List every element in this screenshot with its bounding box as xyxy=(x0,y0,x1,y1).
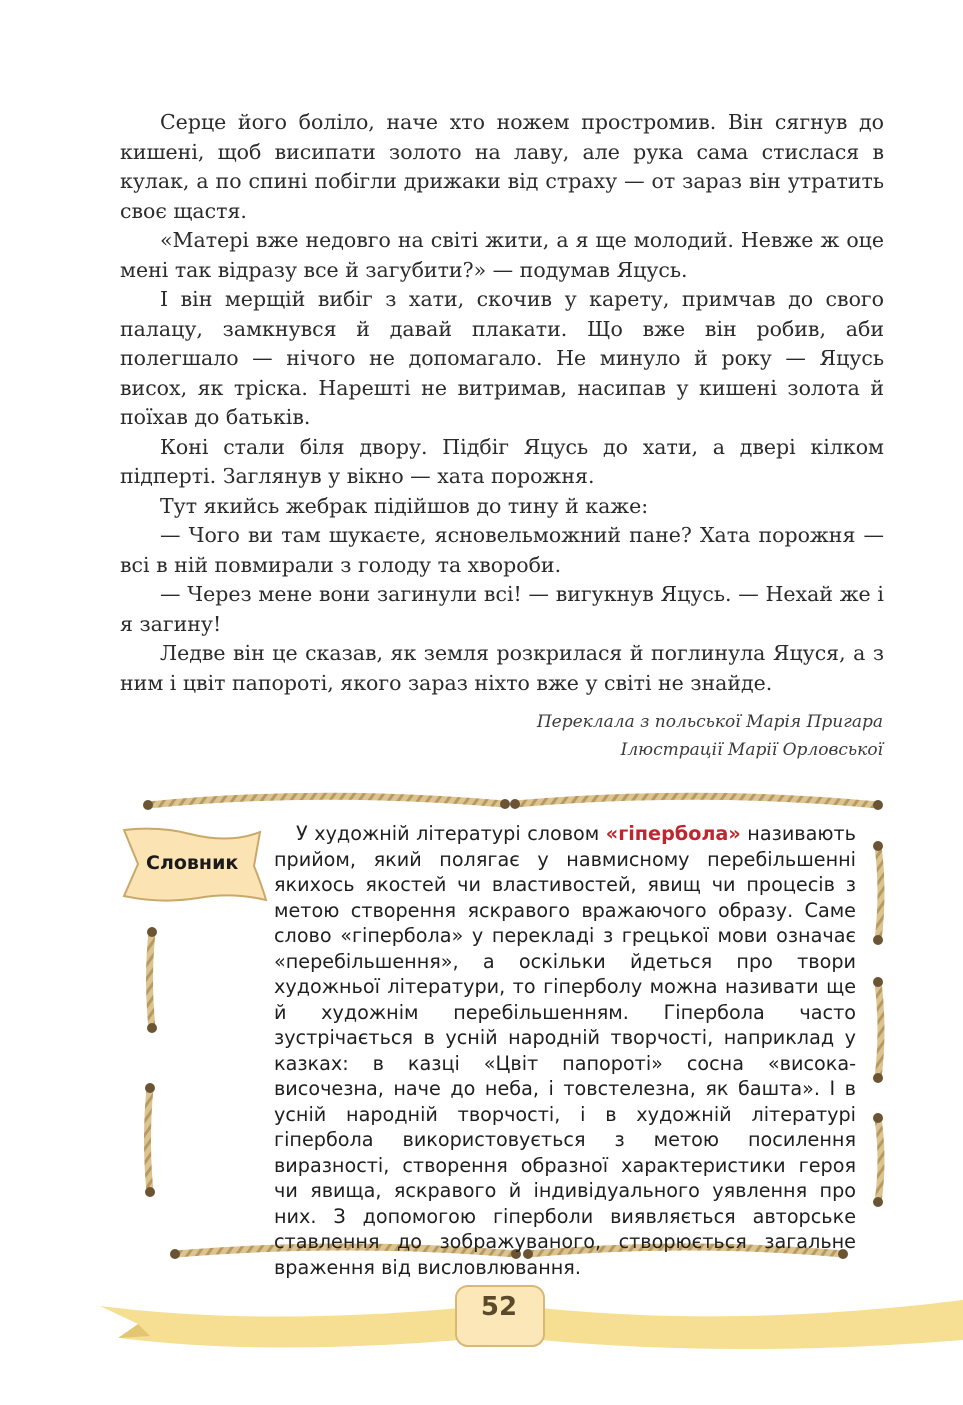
rope-top-left xyxy=(148,796,505,805)
glossary-first-line xyxy=(274,821,856,1280)
glossary-term: «гіпербола» xyxy=(605,822,741,845)
rope-right-2 xyxy=(878,982,881,1078)
rope-top-right xyxy=(515,796,878,805)
translator-credit: Переклала з польської Марія Пригара xyxy=(536,712,883,732)
page-number: 52 xyxy=(480,1292,518,1322)
story-paragraph: — Через мене вони загинули всі! — вигукнув Яцусь. — Нехай же і я загину! xyxy=(120,582,884,636)
rope-right-1 xyxy=(878,846,881,940)
glossary-intro: У художній літературі словом xyxy=(296,822,606,845)
story-paragraph: Ледве він це сказав, як земля розкрилася й поглинула Яцуся, а з ним і цвіт папороті, якого зараз ніхто вже у світі не знайде. xyxy=(120,641,884,695)
story-paragraph: Серце його боліло, наче хто ножем простромив. Він сягнув до кишені, щоб висипати золото на лаву, але рука сама стислася в кулак, а по спині побігли дрижаки від страху — от зараз він утратить своє щастя. xyxy=(120,110,884,223)
glossary-text xyxy=(176,821,856,1280)
story-paragraph: — Чого ви там шукаєте, ясновельможний пане? Хата порожня — всі в ній повмирали з голоду та хвороби. xyxy=(120,523,884,577)
rope-left-1 xyxy=(150,932,153,1028)
rope-left-2 xyxy=(148,1088,151,1192)
glossary-definition: називають прийом, який полягає у навмисному перебільшенні якихось якостей чи властивостей, явищ чи процесів з метою створення яскравого вражаючого образу. Саме слово «гіпербола» у перекладі з грецької мови означає «перебільшення», а оскільки йдеться про твори художньої літератури, то гіперболу можна називати ще й художнім перебільшенням. Гіпербола часто зустрічається в усній народній творчості, наприклад у казках: в казці «Цвіт папороті» сосна «висока-височезна, наче до неба, і товстелезна, як башта». І в усній народній творчості, і в художній літературі гіпербола використовується з метою посилення виразності, створення образної характеристики героя чи явища, яскравого й індивідуального уявлення про них. З допомогою гіперболи виявляється авторське ставлення до зображуваного, створюється загальне враження від висловлювання. xyxy=(274,822,856,1279)
story-paragraph: І він мерщій вибіг з хати, скочив у карету, примчав до свого палацу, замкнувся й давай плакати. Що вже він робив, аби полегшало — нічого не допомагало. Не минуло й року — Яцусь висох, як тріска. Нарешті не витримав, насипав у кишені золота й поїхав до батьків. xyxy=(120,287,884,429)
glossary-label: Словник xyxy=(146,852,239,874)
story-paragraph: Коні стали біля двору. Підбіг Яцусь до хати, а двері кілком підперті. Заглянув у вікно — хата порожня. xyxy=(120,434,884,488)
rope-right-3 xyxy=(878,1118,881,1202)
story-paragraph: Тут якийсь жебрак підійшов до тину й каже: xyxy=(160,493,649,518)
illustrator-credit: Ілюстрації Марії Орловської xyxy=(620,740,883,760)
story-paragraph: «Матері вже недовго на світі жити, а я ще молодий. Невже ж оце мені так відразу все й загубити?» — подумав Яцусь. xyxy=(120,228,884,282)
